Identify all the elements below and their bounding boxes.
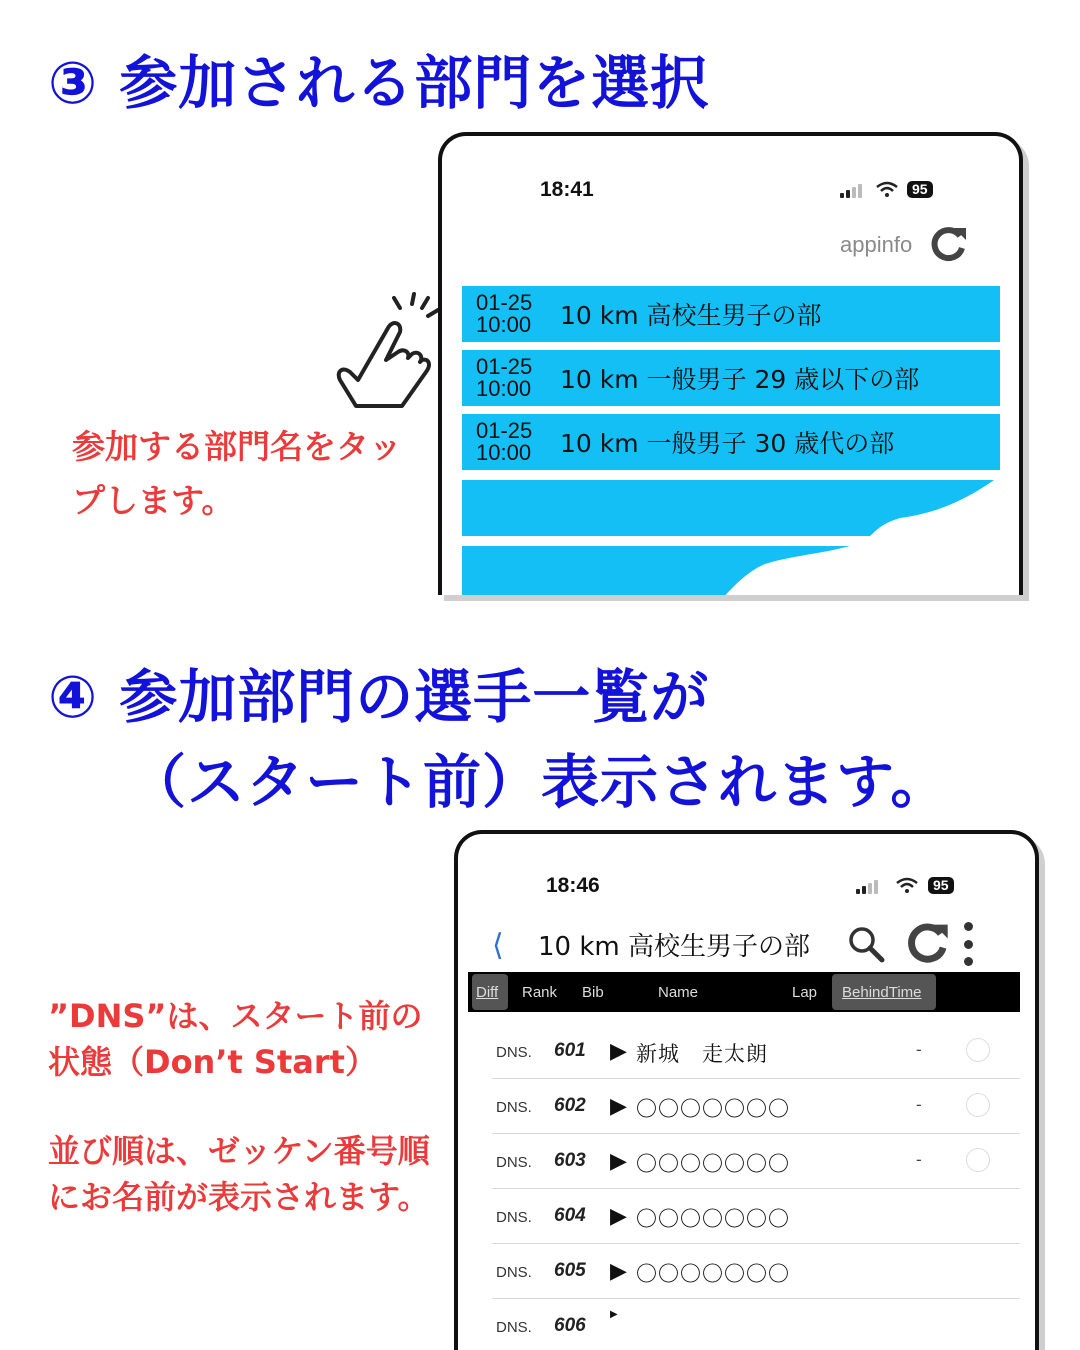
phone-screenshot-division-list <box>438 132 1023 595</box>
runner-bib: 604 <box>554 1205 586 1226</box>
runner-name: 〇〇〇〇〇〇〇 <box>636 1262 790 1286</box>
runner-row[interactable] <box>492 1189 1020 1244</box>
page-title: 10 km 高校生男子の部 <box>538 932 810 962</box>
division-datetime: 01-25 10:00 <box>476 290 533 337</box>
column-rank[interactable]: Rank <box>522 984 558 1001</box>
battery-indicator: 95 <box>907 181 933 198</box>
runner-bib: 606 <box>554 1315 586 1336</box>
runner-status: DNS. <box>496 1044 532 1061</box>
runner-row[interactable] <box>492 1079 1020 1134</box>
favorite-circle-icon[interactable] <box>966 1038 990 1062</box>
battery-indicator: 95 <box>928 877 954 894</box>
favorite-circle-icon[interactable] <box>966 1093 990 1117</box>
division-name: 10 km 高校生男子の部 <box>560 301 822 330</box>
division-name: 10 km 一般男子 29 歳以下の部 <box>560 365 920 394</box>
runner-name: 新城 走太朗 <box>636 1042 768 1066</box>
wifi-icon <box>896 877 918 893</box>
search-icon[interactable] <box>846 924 886 964</box>
play-arrow-icon: ▶ <box>610 1093 627 1118</box>
play-arrow-icon: ▶ <box>610 1038 627 1063</box>
division-row[interactable] <box>462 350 1000 406</box>
division-name: 10 km 一般男子 30 歳代の部 <box>560 429 895 458</box>
step4-heading-line2: （スタート前）表示されます。 <box>128 748 950 816</box>
column-name[interactable]: Name <box>658 984 699 1001</box>
runner-lap: - <box>916 1040 922 1059</box>
order-note: 並び順は、ゼッケン番号順にお名前が表示されます。 <box>48 1132 430 1216</box>
runner-status: DNS. <box>496 1319 532 1336</box>
division-datetime: 01-25 10:00 <box>476 418 533 465</box>
column-diff[interactable]: Diff <box>476 984 499 1001</box>
division-row[interactable] <box>462 414 1000 470</box>
play-arrow-icon: ▶ <box>610 1258 627 1283</box>
column-lap[interactable]: Lap <box>792 984 818 1001</box>
runner-bib: 603 <box>554 1150 586 1171</box>
runner-row[interactable] <box>492 1299 1020 1350</box>
signal-icon <box>840 184 862 198</box>
runner-bib: 601 <box>554 1040 586 1061</box>
phone-screenshot-runner-list <box>454 830 1039 1350</box>
runner-row[interactable] <box>492 1244 1020 1299</box>
runner-name: 〇〇〇〇〇〇〇 <box>636 1207 790 1231</box>
column-header-bar <box>468 972 1020 1012</box>
runner-status: DNS. <box>496 1099 532 1116</box>
column-bib[interactable]: Bib <box>582 984 604 1001</box>
runner-name: 〇〇〇〇〇〇〇 <box>636 1097 790 1121</box>
division-row[interactable] <box>462 286 1000 342</box>
runner-name: 〇〇〇〇〇〇〇 <box>636 1152 790 1176</box>
play-arrow-icon: ▶ <box>610 1148 627 1173</box>
runner-lap: - <box>916 1150 922 1169</box>
refresh-icon[interactable] <box>928 224 968 264</box>
appinfo-link[interactable]: appinfo <box>840 232 913 257</box>
division-datetime: 01-25 10:00 <box>476 354 533 401</box>
runner-row[interactable] <box>492 1024 1020 1079</box>
column-behindtime[interactable]: BehindTime <box>842 984 922 1001</box>
step3-heading: ③ 参加される部門を選択 <box>48 49 710 117</box>
step3-note: 参加する部門名をタップします。 <box>72 427 402 520</box>
play-arrow-icon: ▶ <box>610 1203 627 1228</box>
favorite-circle-icon[interactable] <box>966 1148 990 1172</box>
runner-status: DNS. <box>496 1209 532 1226</box>
signal-icon <box>856 880 878 894</box>
refresh-icon[interactable] <box>904 920 950 966</box>
runner-bib: 605 <box>554 1260 586 1281</box>
status-time: 18:41 <box>540 178 594 201</box>
tap-hand-icon <box>328 288 443 418</box>
runner-status: DNS. <box>496 1264 532 1281</box>
runner-status: DNS. <box>496 1154 532 1171</box>
torn-edge-decoration <box>460 474 1020 595</box>
dns-note: ”DNS”は、スタート前の状態（Don’t Start） <box>48 997 423 1081</box>
runner-bib: 602 <box>554 1095 586 1116</box>
wifi-icon <box>876 181 898 197</box>
runner-lap: - <box>916 1095 922 1114</box>
status-time: 18:46 <box>546 874 600 897</box>
runner-row[interactable] <box>492 1134 1020 1189</box>
step4-heading-line1: ④ 参加部門の選手一覧が <box>48 663 710 731</box>
play-arrow-icon: ▶ <box>610 1309 618 1320</box>
back-chevron-icon[interactable]: ⟨ <box>492 928 504 963</box>
more-vertical-icon[interactable] <box>962 922 974 966</box>
